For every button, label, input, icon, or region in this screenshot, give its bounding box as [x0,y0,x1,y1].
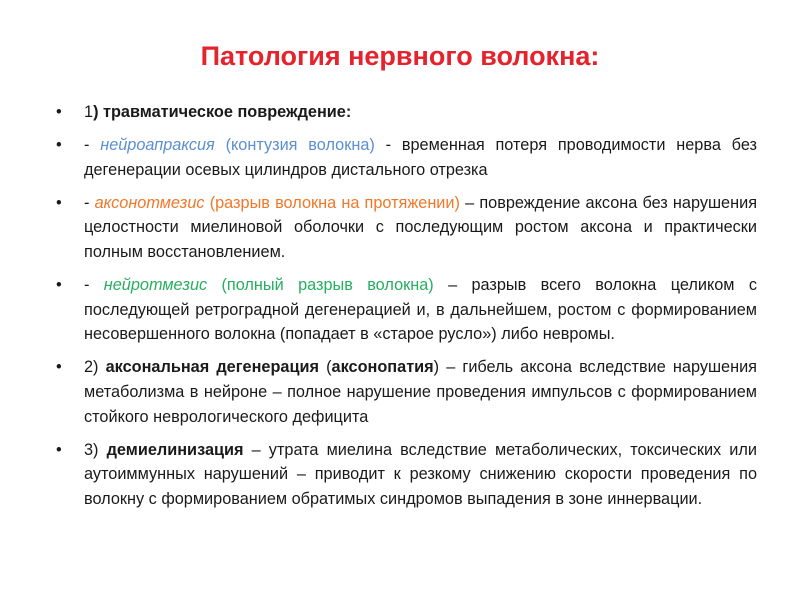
item-neurotmesis [56,273,757,347]
text-segment: - [84,193,95,212]
text-segment: (разрыв волокна на протяжении) [204,193,460,212]
item-traumatic-damage [56,100,757,125]
text-segment: (полный разрыв волокна) [207,276,434,295]
text-segment: ) – гибель аксона вследствие нарушения метаболизма в нейроне – полное нарушение проведения импульсов с формированием стойкого неврологического дефицита [84,358,757,426]
text-segment: (контузия волокна) [214,136,375,155]
text-segment: ( [318,358,332,377]
bullet-icon: • [56,103,62,121]
text-segment: аксонотмезис [94,193,205,212]
slide-title: Патология нервного волокна: [200,41,600,71]
text-segment: демиелинизация [106,440,244,459]
text-segment: – разрыв всего волокна целиком с последующей ретроградной дегенерацией и, в дальнейшем, ростом с формированием несовершенного волокна (попадает в «старое русло») либо невромы. [84,276,757,344]
item-axonal-degeneration [56,355,757,429]
text-segment: 2) [84,358,106,377]
text-segment: - [84,136,101,155]
text-segment: аксональная дегенерация [105,358,319,377]
bullet-icon: • [56,358,62,377]
text-segment: – повреждение аксона без нарушения целостности миелиновой оболочки с последующим ростом аксона и практически полным восстановлением. [84,193,758,261]
text-segment: – утрата миелина вследствие метаболических, токсических или аутоиммунных нарушений – приводит к резкому снижению скорости проведения по волокну с формированием обратимых синдромов выпадения в зоне иннервации. [84,440,757,508]
text-segment: ) травматическое повреждение: [93,103,352,121]
text-segment: нейроапраксия [100,136,215,155]
text-segment: 1 [84,103,94,121]
item-axonotmesis [56,191,757,265]
bullet-icon: • [56,193,62,212]
text-segment: - временная потеря проводимости нерва без дегенерации осевых цилиндров дистального отрезка [84,136,757,179]
bullet-list [56,100,757,511]
text-segment: аксонопатия [331,358,434,377]
text-segment: - [84,276,104,295]
text-segment: 3) [84,440,107,459]
text-segment: нейротмезис [103,276,208,295]
bullet-icon: • [56,440,62,459]
bullet-icon: • [56,276,62,295]
item-neurapraxia [56,133,757,182]
item-demyelination [56,438,757,512]
bullet-icon: • [56,136,62,155]
